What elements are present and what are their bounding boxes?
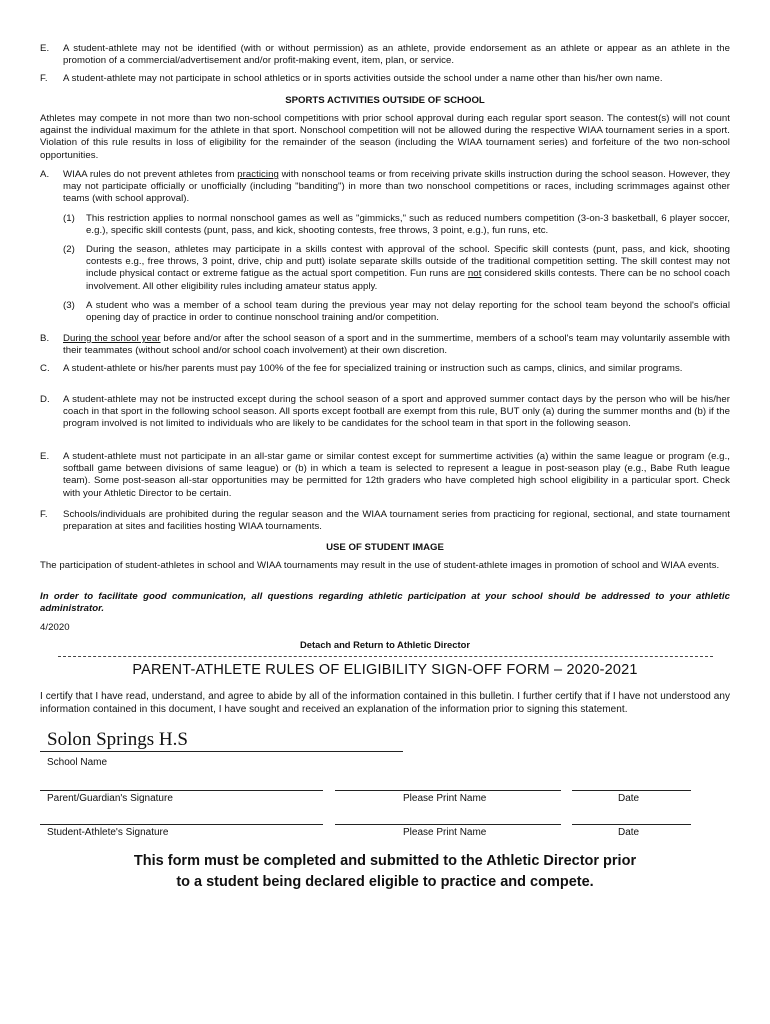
item-label: B. xyxy=(40,333,50,344)
parent-signature-field[interactable] xyxy=(40,790,323,791)
rule-item-f xyxy=(40,73,730,85)
submission-notice-line-2: to a student being declared eligible to practice and compete. xyxy=(176,874,594,890)
student-date-field[interactable] xyxy=(572,824,691,825)
text-part: considered skills contests. There can be no school coach involvement. All other eligibility rules including amateur status apply. xyxy=(86,268,731,292)
submission-notice xyxy=(0,851,770,893)
student-print-name-field[interactable] xyxy=(335,824,561,825)
underlined-word: practicing xyxy=(237,169,279,180)
certify-statement: I certify that I have read, understand, and agree to abide by all of the information contained in this bulletin. I further certify that if I have not understood any information contained in this document, I have sought and received an explanation of the information prior to signing this statement. xyxy=(40,691,730,715)
item-label: C. xyxy=(40,363,50,374)
sub-text: A student who was a member of a school team during the previous year may not delay reporting for the school team beyond the school's official opening day of practice in order to continue nonschool training and/or competition. xyxy=(86,300,730,324)
student-print-name-label: Please Print Name xyxy=(403,827,487,838)
section-heading-student-image: USE OF STUDENT IMAGE xyxy=(326,542,444,553)
student-date-label: Date xyxy=(618,827,640,838)
sub-item-1 xyxy=(63,213,730,237)
rule-item-a xyxy=(40,169,730,206)
underlined-phrase: During the school year xyxy=(63,333,161,344)
text-part: before and/or after the school season of a sport and in the summertime, members of a school's team may voluntarily assemble with their teammates (without school and/or school coach involvement) at their own discretion. xyxy=(63,333,730,357)
item-label: E. xyxy=(40,451,50,462)
item-label: F. xyxy=(40,73,48,84)
item-label: D. xyxy=(40,394,50,405)
sub-item-3 xyxy=(63,300,730,324)
text-part: with nonschool teams or from receiving private skills instruction during the school season. However, they may not participate officially or unofficially (including "banditing") in more than two nonschool competitions or races, including scrimmages against other teams (with school approval). xyxy=(63,169,730,205)
item-text: A student-athlete or his/her parents must pay 100% of the fee for specialized training or instruction such as camps, clinics, and similar programs. xyxy=(63,363,683,374)
detach-line xyxy=(58,656,713,657)
parent-signature-label: Parent/Guardian's Signature xyxy=(47,793,173,804)
form-title xyxy=(0,662,770,678)
parent-date-field[interactable] xyxy=(572,790,691,791)
underlined-word: not xyxy=(467,268,482,280)
item-text xyxy=(63,169,730,206)
submission-notice-line-1: This form must be completed and submitted to the Athletic Director prior xyxy=(133,853,637,869)
section-intro: Athletes may compete in not more than two non-school competitions with prior school approval during each regular sport season. The contest(s) will not count against the individual maximum for the athlete in that sport. Nonschool competition will not be allowed during the respective WIAA tournament series in a sport. Violation of this rule results in loss of eligibility for the remainder of the season (including the WIAA tournament series) and forfeiture of the two non-school opportunities. xyxy=(40,113,730,161)
text-part: During the season, athletes may participate in a skills contest with approval of the school. Specific skill contests (punt, pass, and kick, shooting contests e.g., free throws, 3 point, drive, chip and putt) isolate separate skills outside of the traditional competition setting. The skill contest may not include physical contact or extreme fatigue as the actual sport competition. Fun runs are xyxy=(86,244,730,280)
student-signature-label: Student-Athlete's Signature xyxy=(47,827,169,838)
item-label: A. xyxy=(40,169,50,180)
text-part: WIAA rules do not prevent athletes from xyxy=(63,169,238,180)
detach-instruction: Detach and Return to Athletic Director xyxy=(300,639,470,650)
sub-text: This restriction applies to normal nonschool games as well as "gimmicks," such as reduced numbers competition (3-on-3 basketball, 6 player soccer, e.g.), specific skill contests (punt, pass, and kick, shooting contests, free throws, 3 point, e.g.), fun runs, etc. xyxy=(86,213,730,237)
communication-note: In order to facilitate good communication, all questions regarding athletic participation at your school should be addressed to your athletic administrator. xyxy=(40,591,730,615)
rule-item-d xyxy=(40,394,730,431)
item-text xyxy=(63,333,730,357)
revision-date: 4/2020 xyxy=(40,622,70,633)
parent-print-name-field[interactable] xyxy=(335,790,561,791)
school-name-label: School Name xyxy=(47,757,108,768)
section-heading-sports-outside: SPORTS ACTIVITIES OUTSIDE OF SCHOOL xyxy=(285,95,485,106)
school-name-value[interactable]: Solon Springs H.S xyxy=(47,729,188,750)
item-text: A student-athlete may not participate in school athletics or in sports activities outside the school under a name other than his/her own name. xyxy=(63,73,663,84)
rule-item-c xyxy=(40,363,730,375)
item-text: A student-athlete may not be identified (with or without permission) as an athlete, provide endorsement as an athlete or appear as an athlete in the promotion of a commercial/advertisement and/or profit-making event, item, plan, or service. xyxy=(63,43,730,67)
student-signature-field[interactable] xyxy=(40,824,323,825)
parent-print-name-label: Please Print Name xyxy=(403,793,487,804)
item-label: E. xyxy=(40,43,50,54)
sub-item-2 xyxy=(63,244,730,293)
school-name-line xyxy=(40,751,403,752)
item-text: A student-athlete may not be instructed except during the school season of a sport and approved summer contact days by the person who will be his/her coach in that sport in the following school season. All sports except football are exempt from this rule, BUT only (a) during the summer months and (b) if the program involved is not limited to individuals who are likely to be candidates for the school team in that sport in the following season. xyxy=(63,394,730,430)
rule-item-f2 xyxy=(40,509,730,533)
parent-date-label: Date xyxy=(618,793,640,804)
form-title-text: PARENT-ATHLETE RULES OF ELIGIBILITY SIGN-OFF FORM – 2020-2021 xyxy=(132,662,638,678)
sub-text xyxy=(86,244,730,293)
item-label: F. xyxy=(40,509,48,520)
sub-label: (1) xyxy=(63,213,75,224)
sub-label: (2) xyxy=(63,244,75,255)
sub-label: (3) xyxy=(63,300,75,311)
rule-item-e xyxy=(40,43,730,67)
rule-item-e2 xyxy=(40,451,730,500)
rule-item-b xyxy=(40,333,730,357)
item-text: Schools/individuals are prohibited during the regular season and the WIAA tournament series from practicing for regional, sectional, and state tournament preparation at sites and facilities hosting WIAA tournaments. xyxy=(63,509,730,533)
item-text: A student-athlete must not participate in an all-star game or similar contest except for summertime activities (a) within the same league or program (e.g., softball game between divisions of same league) or (b) in which a team is selected to represent a league in post-season play (e.g., Babe Ruth league team). Some post-season all-star opportunities may be permitted for 12th graders who have completed high school eligibility in a particular sport. Check with your Athletic Director to be certain. xyxy=(63,451,730,499)
student-image-text: The participation of student-athletes in school and WIAA tournaments may result in the use of student-athlete images in promotion of school and WIAA events. xyxy=(40,560,720,571)
